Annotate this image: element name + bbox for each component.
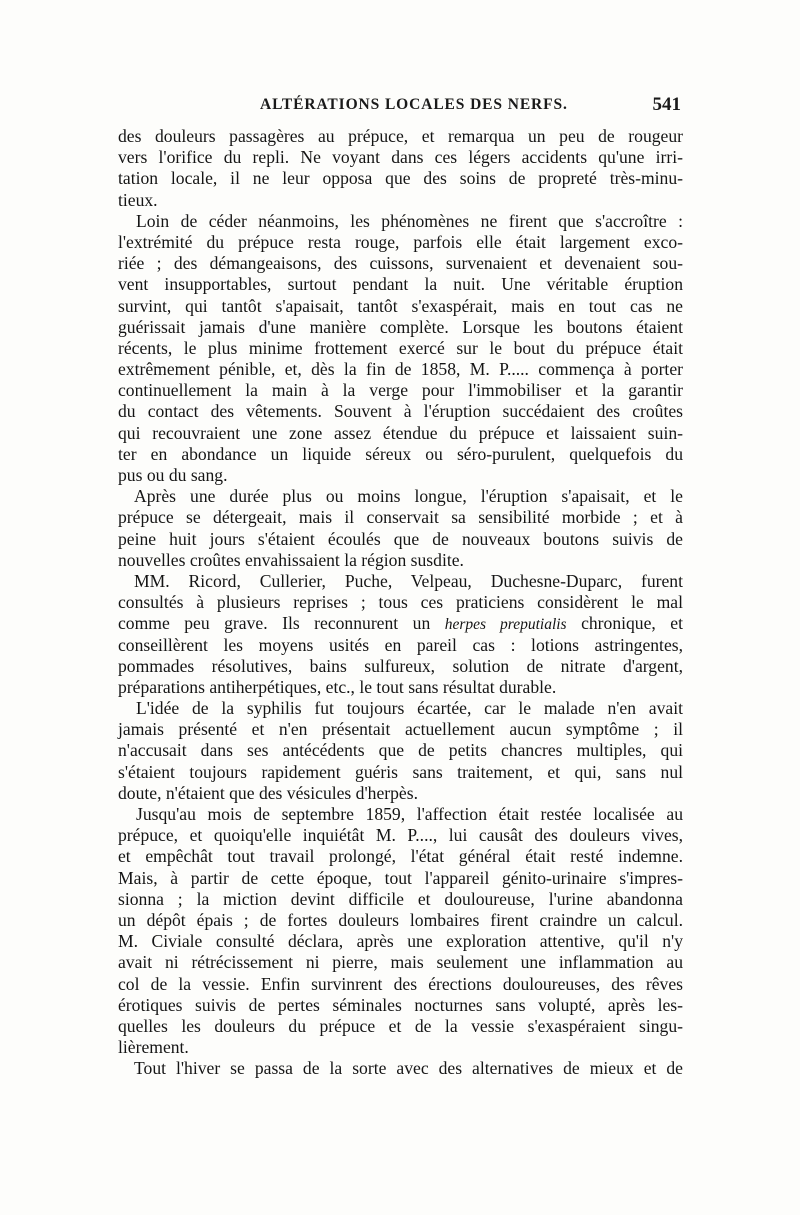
text-line: l'extrémité du prépuce resta rouge, parfois elle était largement exco- <box>118 231 683 252</box>
text-line: récents, le plus minime frottement exercé sur le bout du prépuce était <box>118 337 683 358</box>
text-line: Jusqu'au mois de septembre 1859, l'affection était restée localisée au <box>136 804 683 824</box>
text-line: n'accusait dans ses antécédents que de petits chancres multiples, qui <box>118 740 683 761</box>
text-line: continuellement la main à la verge pour l'immobiliser et la garantir <box>118 380 683 401</box>
text-line: Tout l'hiver se passa de la sorte avec des alternatives de mieux et de <box>134 1058 683 1079</box>
text-line: peine huit jours s'étaient écoulés que de nouveaux boutons suivis de <box>118 528 683 549</box>
page-number: 541 <box>652 94 681 115</box>
text-line: qui recouvraient une zone assez étendue du prépuce et laissaient suin- <box>118 422 683 443</box>
text-line: des douleurs passagères au prépuce, et remarqua un peu de rougeur <box>118 126 683 146</box>
text-line: prépuce, et quoiqu'elle inquiétât M. P...., lui causât des douleurs vives, <box>118 825 683 846</box>
text-line: vent insupportables, surtout pendant la nuit. Une véritable éruption <box>118 274 683 295</box>
text-line: érotiques suivis de pertes séminales nocturnes sans volupté, après les- <box>118 994 683 1015</box>
text-line: guérissait jamais d'une manière complète. Lorsque les boutons étaient <box>118 316 683 337</box>
text-line: un dépôt épais ; de fortes douleurs lombaires firent craindre un calcul. <box>118 909 683 930</box>
text-line: vers l'orifice du repli. Ne voyant dans ces légers accidents qu'une irri- <box>118 147 683 168</box>
text-line: consultés à plusieurs reprises ; tous ces praticiens considèrent le mal <box>118 592 683 613</box>
text-line: nouvelles croûtes envahissaient la région susdite. <box>118 549 464 570</box>
text-line: Mais, à partir de cette époque, tout l'appareil génito-urinaire s'impres- <box>118 867 683 888</box>
text-line: doute, n'étaient que des vésicules d'herpès. <box>118 782 418 803</box>
text-line: L'idée de la syphilis fut toujours écartée, car le malade n'en avait <box>136 698 683 719</box>
text-line: sionna ; la miction devint difficile et douloureuse, l'urine abandonna <box>118 888 683 909</box>
page-header <box>118 96 683 122</box>
italic-term: herpes preputialis <box>444 616 567 634</box>
text-line: pus ou du sang. <box>118 465 228 485</box>
text-line: tieux. <box>118 189 158 210</box>
text-line: avait ni rétrécissement ni pierre, mais seulement une inflammation au <box>118 952 683 973</box>
text-line: s'étaient toujours rapidement guéris sans traitement, et qui, sans nul <box>118 761 683 782</box>
text-line: du contact des vêtements. Souvent à l'éruption succédaient des croûtes <box>118 401 683 422</box>
text-line: MM. Ricord, Cullerier, Puche, Velpeau, Duchesne-Duparc, furent <box>134 570 683 591</box>
text-line: pommades résolutives, bains sulfureux, solution de nitrate d'argent, <box>118 655 683 676</box>
text-line: col de la vessie. Enfin survinrent des érections douloureuses, des rêves <box>118 973 683 994</box>
text-line: et empêchât tout travail prolongé, l'état général était resté indemne. <box>118 846 683 867</box>
text-line: Loin de céder néanmoins, les phénomènes ne firent que s'accroître : <box>136 210 683 231</box>
text-line: lièrement. <box>118 1037 189 1058</box>
text-line: survint, qui tantôt s'apaisait, tantôt s'exaspérait, mais en tout cas ne <box>118 295 683 316</box>
text-line: conseillèrent les moyens usités en pareil cas : lotions astringentes, <box>118 634 683 655</box>
text-line: Après une durée plus ou moins longue, l'éruption s'apaisait, et le <box>134 486 683 507</box>
running-head: ALTÉRATIONS LOCALES DES NERFS. <box>260 96 568 113</box>
text-line: quelles les douleurs du prépuce et de la vessie s'exaspéraient singu- <box>118 1015 683 1036</box>
text-line: riée ; des démangeaisons, des cuissons, survenaient et devenaient sou- <box>118 253 683 274</box>
body-text <box>118 126 683 1079</box>
text-line: jamais présenté et n'en présentait actuellement aucun symptôme ; il <box>118 719 683 740</box>
text-line: comme peu grave. Ils reconnurent un herpes preputialis chronique, et <box>118 613 683 634</box>
text-line: ter en abondance un liquide séreux ou séro-purulent, quelquefois du <box>118 443 683 464</box>
text-line: tation locale, il ne leur opposa que des soins de propreté très-minu- <box>118 168 683 189</box>
text-line: préparations antiherpétiques, etc., le tout sans résultat durable. <box>118 676 557 697</box>
text-line: extrêmement pénible, et, dès la fin de 1858, M. P..... commença à porter <box>118 359 683 380</box>
text-line: prépuce se détergeait, mais il conservait sa sensibilité morbide ; et à <box>118 507 683 528</box>
text-line: M. Civiale consulté déclara, après une exploration attentive, qu'il n'y <box>118 931 683 952</box>
